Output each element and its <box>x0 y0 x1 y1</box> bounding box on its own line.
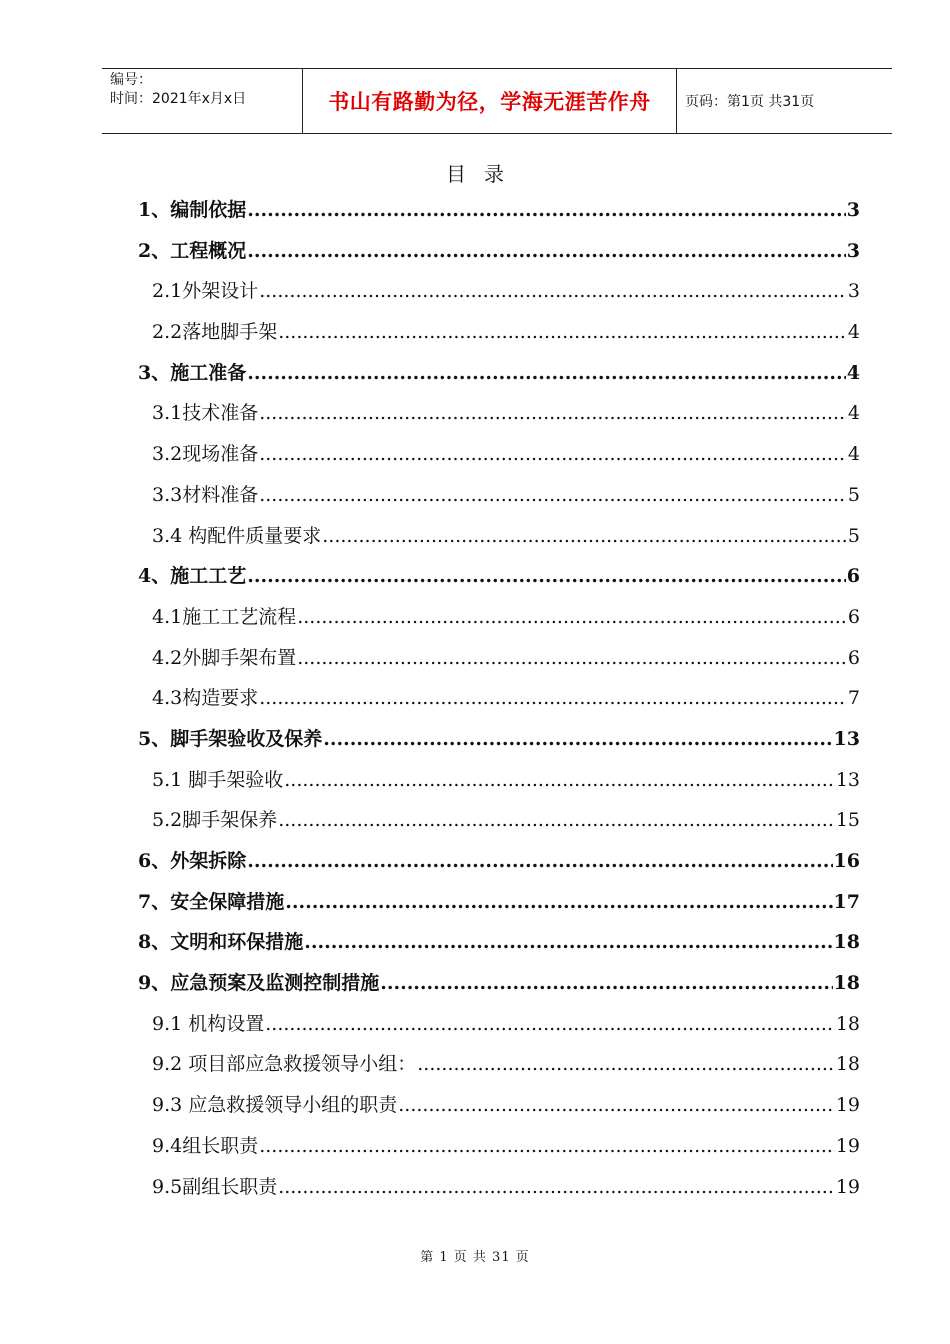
toc-entry[interactable] <box>138 847 860 888</box>
toc-entry-label: 4.1施工工艺流程 <box>152 605 297 628</box>
toc-entry-page: 6 <box>846 565 860 588</box>
toc-entry[interactable] <box>138 644 860 685</box>
toc-entry[interactable] <box>138 522 860 563</box>
toc-leader-dots <box>297 603 847 631</box>
toc-entry-page: 18 <box>833 972 860 995</box>
toc-entry-label: 7、安全保障措施 <box>138 890 285 913</box>
toc-entry-page: 16 <box>833 850 860 872</box>
toc-entry-label: 3.3材料准备 <box>152 483 259 506</box>
toc-leader-dots <box>259 399 847 427</box>
toc-leader-dots <box>259 277 847 305</box>
toc-entry[interactable] <box>138 399 860 440</box>
toc-entry[interactable] <box>138 969 860 1010</box>
toc-entry[interactable] <box>138 1010 860 1051</box>
toc-entry-label: 9.4组长职责 <box>152 1134 259 1157</box>
toc-entry-page: 7 <box>847 687 860 710</box>
toc-entry-label: 2、工程概况 <box>138 239 247 262</box>
toc-entry-label: 9.3 应急救援领导小组的职责 <box>152 1094 398 1117</box>
toc-entry-page: 5 <box>847 483 860 506</box>
toc-leader-dots <box>259 1132 835 1160</box>
toc-leader-dots <box>304 928 832 956</box>
toc-entry-page: 4 <box>846 361 860 384</box>
toc-entry-page: 13 <box>833 727 860 750</box>
toc-entry-label: 3.4 构配件质量要求 <box>152 524 322 547</box>
toc-leader-dots <box>278 318 847 346</box>
toc-entry[interactable] <box>138 1050 860 1091</box>
toc-entry[interactable] <box>138 318 860 359</box>
toc-entry-page: 5 <box>847 524 860 547</box>
toc-entry[interactable] <box>138 766 860 807</box>
toc-leader-dots <box>297 644 847 672</box>
toc-entry-label: 3、施工准备 <box>138 361 247 384</box>
toc-entry[interactable] <box>138 1173 860 1214</box>
toc-entry-page: 6 <box>847 646 860 669</box>
toc-title: 目录 <box>446 162 522 186</box>
toc-leader-dots <box>247 196 846 224</box>
toc-entry-page: 18 <box>833 931 860 954</box>
toc-entry-label: 9.5副组长职责 <box>152 1175 278 1198</box>
toc-entry[interactable] <box>138 359 860 400</box>
toc-entry-page: 19 <box>835 1175 860 1198</box>
toc-entry-label: 6、外架拆除 <box>138 850 247 872</box>
toc-entry-label: 5.1 脚手架验收 <box>152 768 284 791</box>
toc-leader-dots <box>278 1173 835 1201</box>
page-footer: 第 1 页 共 31 页 <box>420 1250 530 1265</box>
toc-entry-page: 15 <box>835 809 860 832</box>
toc-entry-label: 3.1技术准备 <box>152 402 259 425</box>
toc-leader-dots <box>278 806 835 834</box>
toc-entry-page: 4 <box>847 402 860 425</box>
toc-entry-label: 4、施工工艺 <box>138 565 247 588</box>
toc-entry-page: 18 <box>835 1012 860 1035</box>
toc-entry-page: 17 <box>833 890 860 913</box>
toc-entry[interactable] <box>138 725 860 766</box>
toc-entry-page: 13 <box>835 768 860 791</box>
toc-entry-label: 4.2外脚手架布置 <box>152 646 297 669</box>
toc-leader-dots <box>247 562 846 590</box>
toc-entry-label: 8、文明和环保措施 <box>138 931 304 954</box>
toc-entry-page: 3 <box>846 199 860 221</box>
toc-entry[interactable] <box>138 888 860 929</box>
toc-leader-dots <box>322 522 847 550</box>
toc-entry-label: 1、编制依据 <box>138 199 247 221</box>
toc-leader-dots <box>247 359 846 387</box>
toc-leader-dots <box>417 1050 835 1078</box>
toc-leader-dots <box>398 1091 835 1119</box>
toc-entry[interactable] <box>138 1132 860 1173</box>
toc-leader-dots <box>259 440 847 468</box>
header-motto: 书山有路勤为径，学海无涯苦作舟 <box>303 69 677 133</box>
toc-entry-page: 3 <box>846 239 860 262</box>
toc-leader-dots <box>259 684 847 712</box>
toc-entry[interactable] <box>138 928 860 969</box>
toc-entry-page: 4 <box>847 321 860 344</box>
toc-leader-dots <box>247 847 832 875</box>
toc-entry[interactable] <box>138 562 860 603</box>
toc-entry[interactable] <box>138 603 860 644</box>
header-meta <box>102 69 303 133</box>
toc-entry-page: 19 <box>835 1134 860 1157</box>
number-label: 编号： <box>110 72 152 88</box>
toc-entry[interactable] <box>138 1091 860 1132</box>
toc-entry[interactable] <box>138 806 860 847</box>
header-page-info: 页码：第1页 共31页 <box>685 94 815 110</box>
toc-entry-page: 3 <box>847 280 860 303</box>
toc-entry[interactable] <box>138 440 860 481</box>
toc-entry-label: 4.3构造要求 <box>152 687 259 710</box>
toc-entry-page: 4 <box>847 443 860 466</box>
toc-entry-label: 3.2现场准备 <box>152 443 259 466</box>
time-label: 时间：2021年x月x日 <box>110 91 247 107</box>
toc-entry-label: 2.2落地脚手架 <box>152 321 278 344</box>
toc-entry-label: 5、脚手架验收及保养 <box>138 727 323 750</box>
toc-entry[interactable] <box>138 481 860 522</box>
toc-entry-label: 9、应急预案及监测控制措施 <box>138 972 380 995</box>
toc-leader-dots <box>265 1010 835 1038</box>
toc-leader-dots <box>284 766 835 794</box>
table-of-contents <box>138 196 860 1213</box>
toc-entry-label: 9.2 项目部应急救援领导小组： <box>152 1053 417 1076</box>
toc-entry-label: 9.1 机构设置 <box>152 1012 265 1035</box>
toc-entry[interactable] <box>138 237 860 278</box>
toc-entry-page: 18 <box>835 1053 860 1076</box>
toc-leader-dots <box>380 969 832 997</box>
toc-entry[interactable] <box>138 684 860 725</box>
toc-leader-dots <box>323 725 832 753</box>
toc-leader-dots <box>247 237 846 265</box>
toc-entry-page: 6 <box>847 605 860 628</box>
toc-entry-page: 19 <box>835 1094 860 1117</box>
document-header <box>102 68 892 134</box>
toc-entry-label: 2.1外架设计 <box>152 280 259 303</box>
toc-entry-label: 5.2脚手架保养 <box>152 809 278 832</box>
toc-entry[interactable] <box>138 196 860 237</box>
toc-leader-dots <box>285 888 832 916</box>
toc-entry[interactable] <box>138 277 860 318</box>
toc-leader-dots <box>259 481 847 509</box>
